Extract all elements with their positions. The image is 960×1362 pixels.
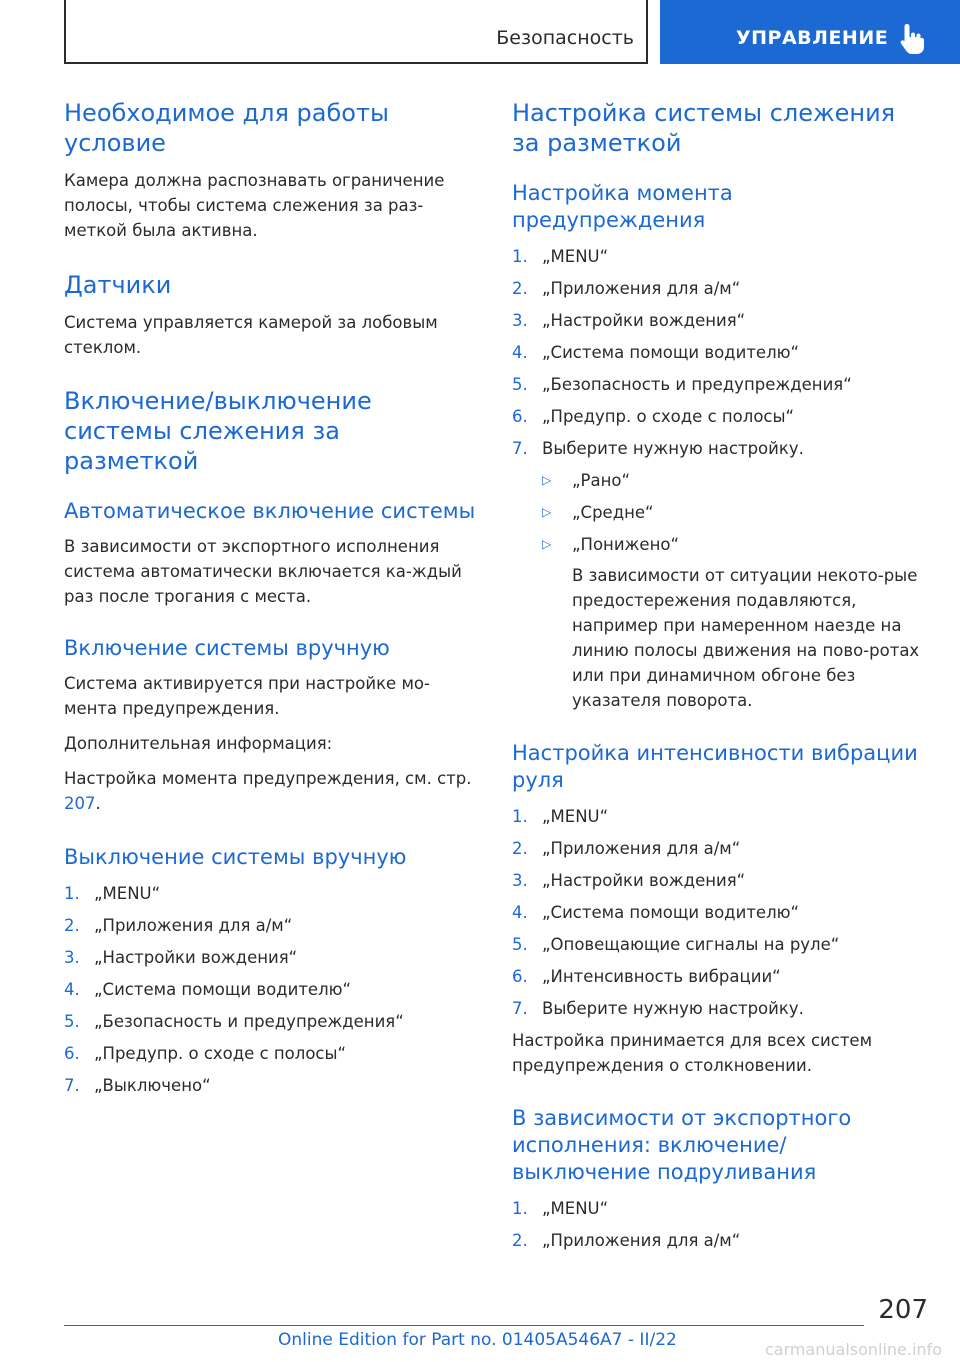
subsection-title-steering-assist: В зависимости от экспортного исполнения: включение/ выключение подруливания bbox=[512, 1106, 852, 1184]
vibration-note: Настройка принимается для всех систем предупреждения о столкновении. bbox=[512, 1031, 873, 1075]
step-text: „Настройки вождения“ bbox=[542, 311, 746, 330]
list-item bbox=[512, 804, 928, 829]
section-title-setup: Настройка системы слежения за разметкой bbox=[512, 99, 896, 157]
step-text: „Настройки вождения“ bbox=[94, 948, 298, 967]
step-text: Выберите нужную настройку. bbox=[542, 999, 804, 1018]
step-number: 7. bbox=[512, 999, 528, 1018]
step-number: 4. bbox=[512, 903, 528, 922]
list-item bbox=[512, 340, 928, 365]
step-text: „MENU“ bbox=[94, 884, 161, 903]
warning-time-options bbox=[512, 468, 928, 557]
step-number: 2. bbox=[512, 1231, 528, 1250]
list-item bbox=[64, 945, 478, 970]
subsection-title-vibration: Настройка интенсивности вибрации руля bbox=[512, 741, 918, 792]
step-number: 5. bbox=[64, 1012, 80, 1031]
option-item bbox=[542, 532, 928, 557]
list-item bbox=[512, 996, 928, 1021]
step-text: „Приложения для а/м“ bbox=[542, 839, 741, 858]
auto-on-text: В зависимости от экспортного исполнения система автоматически включается ка-ждый раз после трогания с места. bbox=[64, 537, 462, 606]
option-text: „Средне“ bbox=[572, 503, 654, 522]
step-text: „MENU“ bbox=[542, 247, 609, 266]
step-text: „Предупр. о сходе с полосы“ bbox=[94, 1044, 347, 1063]
step-number: 1. bbox=[64, 884, 80, 903]
vibration-steps bbox=[512, 804, 928, 1021]
manual-on-text: Система активируется при настройке мо-мента предупреждения. bbox=[64, 674, 430, 718]
triangle-bullet-icon: ▷ bbox=[542, 537, 552, 551]
list-item bbox=[512, 1228, 928, 1253]
step-number: 3. bbox=[512, 311, 528, 330]
list-item bbox=[64, 1009, 478, 1034]
header-section-box bbox=[64, 0, 648, 64]
reference-end: . bbox=[95, 794, 101, 813]
step-number: 7. bbox=[512, 439, 528, 458]
footer-edition: Online Edition for Part no. 01405A546A7 - II/22 bbox=[278, 1330, 677, 1350]
option-item bbox=[542, 500, 928, 525]
step-text: „MENU“ bbox=[542, 1199, 609, 1218]
list-item bbox=[64, 913, 478, 938]
requirements-text: Камера должна распознавать ограничение полосы, чтобы система слежения за раз-меткой была активна. bbox=[64, 171, 445, 240]
list-item bbox=[512, 276, 928, 301]
step-text: „Выключено“ bbox=[94, 1076, 211, 1095]
list-item bbox=[512, 900, 928, 925]
list-item bbox=[512, 404, 928, 429]
step-text: „Система помощи водителю“ bbox=[94, 980, 352, 999]
steering-assist-steps bbox=[512, 1196, 928, 1253]
subsection-title-manual-on: Включение системы вручную bbox=[64, 636, 390, 660]
step-number: 7. bbox=[64, 1076, 80, 1095]
triangle-bullet-icon: ▷ bbox=[542, 505, 552, 519]
step-number: 1. bbox=[512, 1199, 528, 1218]
step-number: 6. bbox=[512, 407, 528, 426]
option-text: „Понижено“ bbox=[572, 535, 680, 554]
step-text: Выберите нужную настройку. bbox=[542, 439, 804, 458]
triangle-bullet-icon: ▷ bbox=[542, 473, 552, 487]
step-number: 6. bbox=[512, 967, 528, 986]
header-chapter-tab bbox=[660, 0, 960, 64]
step-number: 3. bbox=[512, 871, 528, 890]
footer-divider bbox=[64, 1325, 864, 1326]
list-item bbox=[512, 868, 928, 893]
step-text: „Приложения для а/м“ bbox=[542, 1231, 741, 1250]
step-number: 1. bbox=[512, 247, 528, 266]
list-item bbox=[512, 436, 928, 461]
step-number: 6. bbox=[64, 1044, 80, 1063]
step-text: „Предупр. о сходе с полосы“ bbox=[542, 407, 795, 426]
step-number: 2. bbox=[512, 279, 528, 298]
list-item bbox=[512, 308, 928, 333]
step-text: „Оповещающие сигналы на руле“ bbox=[542, 935, 840, 954]
list-item bbox=[512, 1196, 928, 1221]
watermark: carmanualsonline.info bbox=[764, 1340, 942, 1359]
step-number: 4. bbox=[512, 343, 528, 362]
step-text: „Система помощи водителю“ bbox=[542, 903, 800, 922]
step-text: „Приложения для а/м“ bbox=[94, 916, 293, 935]
warning-time-reference bbox=[64, 766, 478, 816]
list-item bbox=[64, 1041, 478, 1066]
section-title-requirements: Необходимое для работы условие bbox=[64, 99, 389, 157]
step-text: „MENU“ bbox=[542, 807, 609, 826]
left-column bbox=[64, 98, 478, 1105]
step-number: 2. bbox=[64, 916, 80, 935]
right-column bbox=[512, 98, 928, 1260]
step-text: „Интенсивность вибрации“ bbox=[542, 967, 781, 986]
step-text: „Безопасность и предупреждения“ bbox=[542, 375, 852, 394]
step-number: 1. bbox=[512, 807, 528, 826]
subsection-title-manual-off: Выключение системы вручную bbox=[64, 845, 407, 869]
list-item bbox=[512, 372, 928, 397]
step-number: 4. bbox=[64, 980, 80, 999]
page-link[interactable]: 207 bbox=[64, 794, 96, 813]
page-number: 207 bbox=[878, 1295, 928, 1325]
list-item bbox=[512, 932, 928, 957]
header-section-label: Безопасность bbox=[496, 27, 634, 49]
warning-time-steps bbox=[512, 244, 928, 461]
step-number: 5. bbox=[512, 375, 528, 394]
header-chapter-label: УПРАВЛЕНИЕ bbox=[736, 27, 889, 49]
additional-info-label: Дополнительная информация: bbox=[64, 734, 333, 753]
reference-text: Настройка момента предупреждения, см. стр. bbox=[64, 769, 472, 788]
option-text: „Рано“ bbox=[572, 471, 631, 490]
hand-pointer-icon bbox=[898, 22, 928, 56]
section-title-sensors: Датчики bbox=[64, 271, 172, 299]
step-number: 5. bbox=[512, 935, 528, 954]
step-text: „Настройки вождения“ bbox=[542, 871, 746, 890]
option-item bbox=[542, 468, 928, 493]
step-text: „Система помощи водителю“ bbox=[542, 343, 800, 362]
list-item bbox=[512, 244, 928, 269]
list-item bbox=[512, 964, 928, 989]
step-number: 2. bbox=[512, 839, 528, 858]
option-note: В зависимости от ситуации некото-рые предостережения подавляются, например при намеренном наезде на линию полосы движения на пово-ротах или при динамичном обгоне без указателя поворота. bbox=[572, 566, 920, 710]
sensors-text: Система управляется камерой за лобовым стеклом. bbox=[64, 313, 438, 357]
subsection-title-warning-time: Настройка момента предупреждения bbox=[512, 181, 733, 232]
list-item bbox=[64, 881, 478, 906]
manual-off-steps bbox=[64, 881, 478, 1098]
section-title-on-off: Включение/выключение системы слежения за разметкой bbox=[64, 387, 372, 475]
list-item bbox=[64, 1073, 478, 1098]
subsection-title-auto-on: Автоматическое включение системы bbox=[64, 499, 476, 523]
step-text: „Приложения для а/м“ bbox=[542, 279, 741, 298]
step-text: „Безопасность и предупреждения“ bbox=[94, 1012, 404, 1031]
list-item bbox=[64, 977, 478, 1002]
list-item bbox=[512, 836, 928, 861]
step-number: 3. bbox=[64, 948, 80, 967]
